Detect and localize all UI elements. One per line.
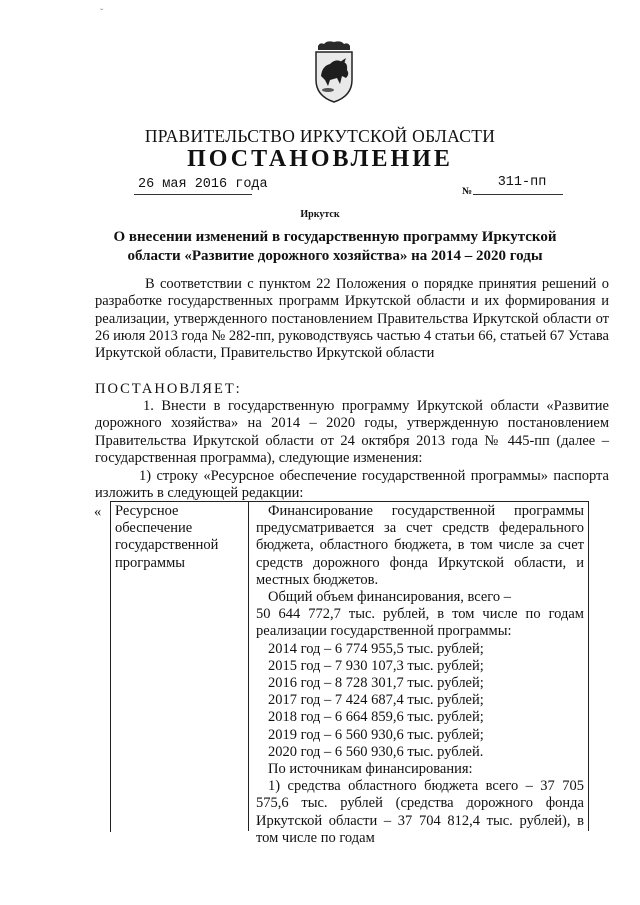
- table-cell-label: Ресурсное обеспечение государственной программы: [115, 503, 219, 571]
- preamble-paragraph: В соответствии с пунктом 22 Положения о порядке принятия решений о разработке государственных программ Иркутской области и их формирования и реализации, утвержденного постановлением Правительства Иркутской области от 26 июля 2013 года № 282-пп, руководствуясь частью 4 статьи 66, статьей 67 Устава Иркутской области, Правительство Иркутской области: [95, 276, 609, 362]
- document-subject: О внесении изменений в государственную программу Иркутской области «Развитие дорожного хозяйства» на 2014 – 2020 годы: [113, 229, 557, 264]
- source-1-text: 1) средства областного бюджета всего – 37 705 575,6 тыс. рублей (средства дорожного фонда Иркутской области – 37 704 812,4 тыс. рублей), в том числе по годам: [256, 778, 584, 846]
- opening-quote: «: [94, 504, 102, 520]
- number-underline: [473, 194, 563, 195]
- year-row: 2017 год – 7 424 687,4 тыс. рублей;: [268, 692, 484, 709]
- city-name: Иркутск: [300, 209, 340, 220]
- item-1-paragraph: 1. Внести в государственную программу Иркутской области «Развитие дорожного хозяйства» на 2014 – 2020 годы, утвержденную постановлением Правительства Иркутской области от 24 октября 2013 года № 445-пп (далее – государственная программа), следующие изменения:: [95, 398, 609, 466]
- financing-intro: Финансирование государственной программы предусматривается за счет средств федерального бюджета, областного бюджета, в том числе за счет средств дорожного фонда Иркутской области, и местных бюджетов.: [256, 503, 584, 588]
- year-row: 2019 год – 6 560 930,6 тыс. рублей;: [268, 726, 484, 743]
- government-name: ПРАВИТЕЛЬСТВО ИРКУТСКОЙ ОБЛАСТИ: [144, 126, 496, 146]
- number-label: №: [462, 186, 473, 197]
- year-row: 2016 год – 8 728 301,7 тыс. рублей;: [268, 675, 484, 692]
- item-1-1-paragraph: 1) строку «Ресурсное обеспечение государственной программы» паспорта изложить в следующей редакции:: [95, 468, 609, 502]
- table-column-divider: [248, 501, 249, 831]
- year-row: 2015 год – 7 930 107,3 тыс. рублей;: [268, 657, 484, 674]
- total-value: 50 644 772,7 тыс. рублей, в том числе по годам реализации государственной программы:: [256, 606, 584, 640]
- date-underline: [134, 194, 252, 195]
- table-cell-content: [256, 503, 584, 847]
- scan-mark: ˇ: [100, 8, 104, 19]
- total-label: Общий объем финансирования, всего –: [268, 589, 512, 606]
- decree-word: ПОСТАНОВЛЯЕТ:: [95, 381, 242, 397]
- irkutsk-coat-of-arms-icon: [310, 40, 358, 104]
- document-date: 26 мая 2016 года: [138, 177, 268, 192]
- year-row: 2014 год – 6 774 955,5 тыс. рублей;: [268, 640, 484, 657]
- document-number: 311-пп: [497, 175, 547, 190]
- year-row: 2020 год – 6 560 930,6 тыс. рублей.: [268, 743, 484, 760]
- table-right-border: [588, 501, 589, 831]
- document-type-title: ПОСТАНОВЛЕНИЕ: [187, 146, 453, 172]
- year-row: 2018 год – 6 664 859,6 тыс. рублей;: [268, 709, 484, 726]
- sources-label: По источникам финансирования:: [268, 761, 473, 778]
